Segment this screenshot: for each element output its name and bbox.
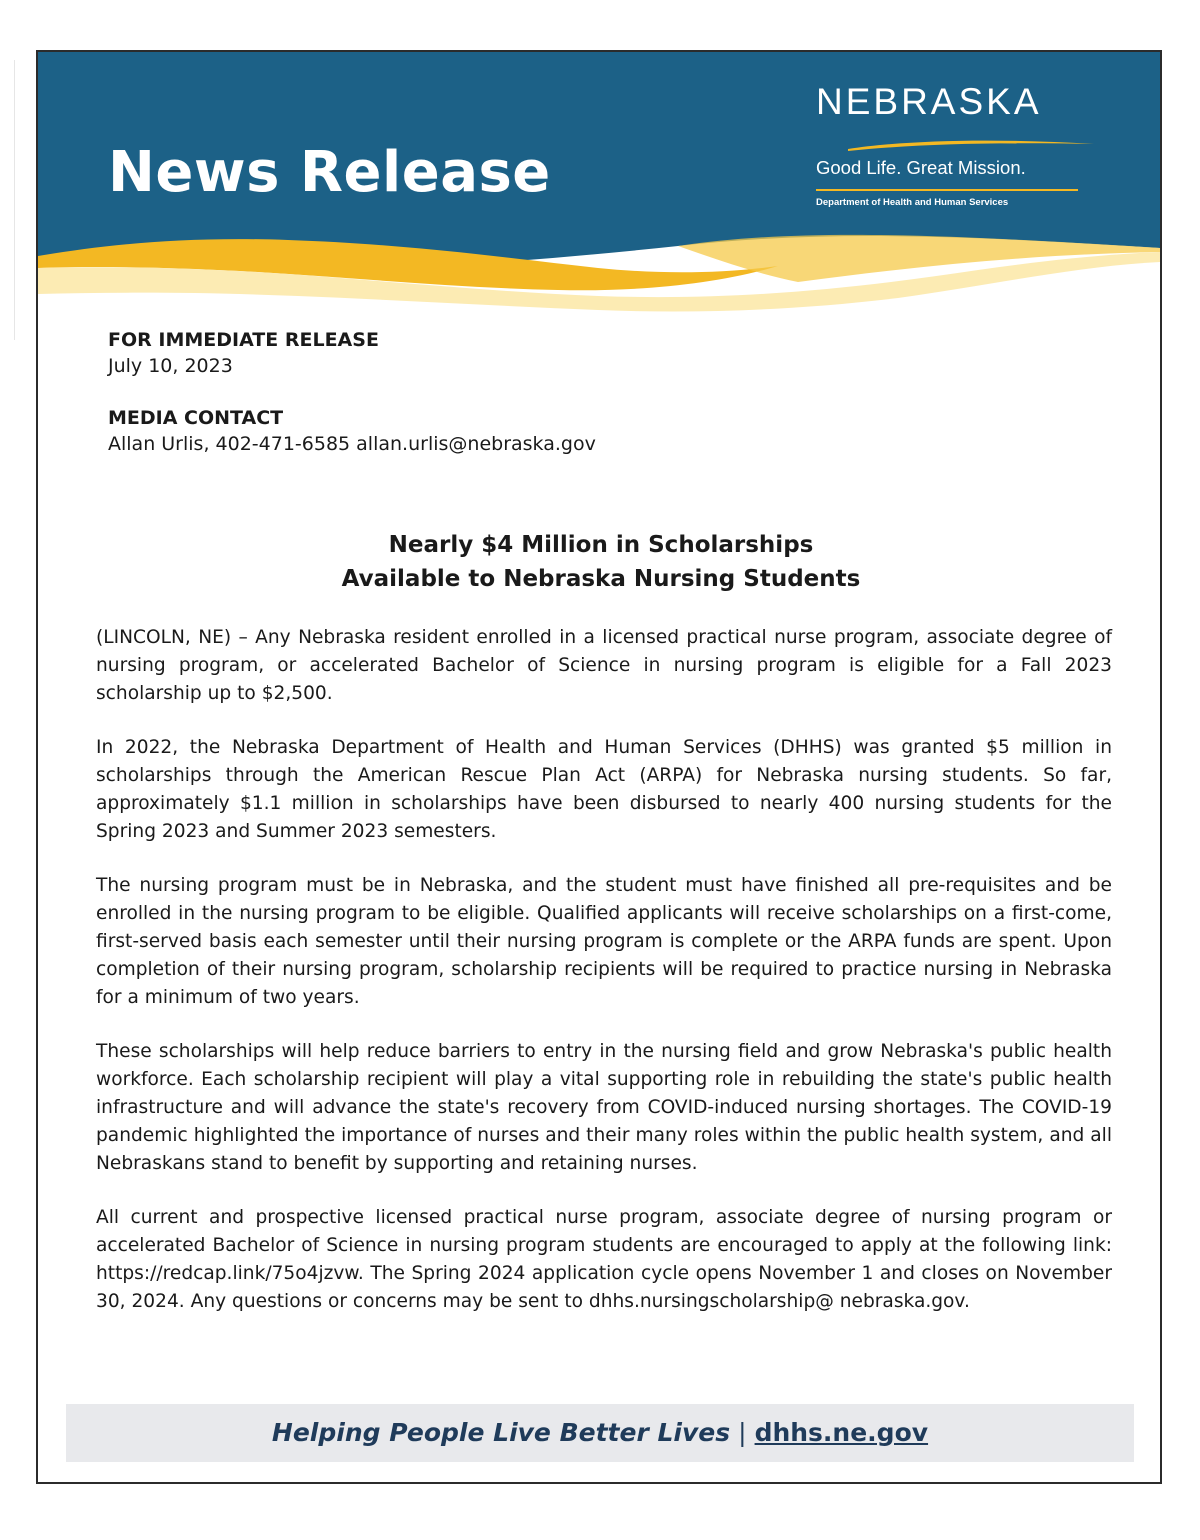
headline-line-2: Available to Nebraska Nursing Students: [341, 566, 861, 592]
nebraska-dhhs-logo: [816, 82, 1116, 208]
headline: [38, 528, 1162, 596]
release-body: [96, 624, 1112, 1342]
body-paragraph: All current and prospective licensed practical nurse program, associate degree of nursing program or accelerated Bachelor of Science in nursing program students are encouraged to apply at the following link: https://redcap.link/75o4jzvw. The Spring 2024 application cycle opens November 1 and closes on November 30, 2024. Any questions or concerns may be sent to dhhs.nursingscholarship@ nebraska.gov.: [96, 1207, 1112, 1312]
footer-bar: [66, 1404, 1134, 1462]
release-label: FOR IMMEDIATE RELEASE: [108, 329, 379, 351]
news-release-page: [36, 50, 1162, 1484]
logo-divider: [816, 189, 1078, 191]
media-contact-info: [108, 405, 596, 457]
body-paragraph: The nursing program must be in Nebraska, and the student must have finished all pre-requisites and be enrolled in the nursing program to be eligible. Qualified applicants will receive scholarships on a first-come, first-served basis each semester until their nursing program is complete or the ARPA funds are spent. Upon completion of their nursing program, scholarship recipients will be required to practice nursing in Nebraska for a minimum of two years.: [96, 875, 1112, 1008]
brand-department: Department of Health and Human Services: [816, 197, 1009, 208]
logo-swoosh-icon: [846, 138, 1096, 152]
header-banner: [38, 52, 1160, 322]
footer-website-link[interactable]: dhhs.ne.gov: [754, 1418, 929, 1447]
release-date: July 10, 2023: [108, 355, 233, 377]
media-contact-label: MEDIA CONTACT: [108, 407, 284, 429]
footer-slogan: Helping People Live Better Lives: [271, 1418, 731, 1447]
banner-title: News Release: [108, 140, 551, 205]
body-paragraph: These scholarships will help reduce barriers to entry in the nursing field and grow Nebraska's public health workforce. Each scholarship recipient will play a vital supporting role in rebuilding the state's public health infrastructure and will advance the state's recovery from COVID-induced nursing shortages. The COVID-19 pandemic highlighted the importance of nurses and their many roles within the public health system, and all Nebraskans stand to benefit by supporting and retaining nurses.: [96, 1041, 1112, 1174]
scan-edge-mark: [14, 60, 15, 340]
footer-separator: |: [738, 1418, 747, 1447]
release-info: [108, 327, 379, 379]
brand-name: NEBRASKA: [816, 81, 1042, 122]
body-paragraph: In 2022, the Nebraska Department of Health and Human Services (DHHS) was granted $5 million in scholarships through the American Rescue Plan Act (ARPA) for Nebraska nursing students. So far, approximately $1.1 million in scholarships have been disbursed to nearly 400 nursing students for the Spring 2023 and Summer 2023 semesters.: [96, 737, 1112, 842]
body-paragraph: (LINCOLN, NE) – Any Nebraska resident enrolled in a licensed practical nurse program, associate degree of nursing program, or accelerated Bachelor of Science in nursing program is eligible for a Fall 2023 scholarship up to $2,500.: [96, 627, 1112, 704]
media-contact-details: Allan Urlis, 402-471-6585 allan.urlis@nebraska.gov: [108, 433, 596, 455]
headline-line-1: Nearly $4 Million in Scholarships: [388, 532, 814, 558]
brand-tagline: Good Life. Great Mission.: [816, 157, 1026, 178]
